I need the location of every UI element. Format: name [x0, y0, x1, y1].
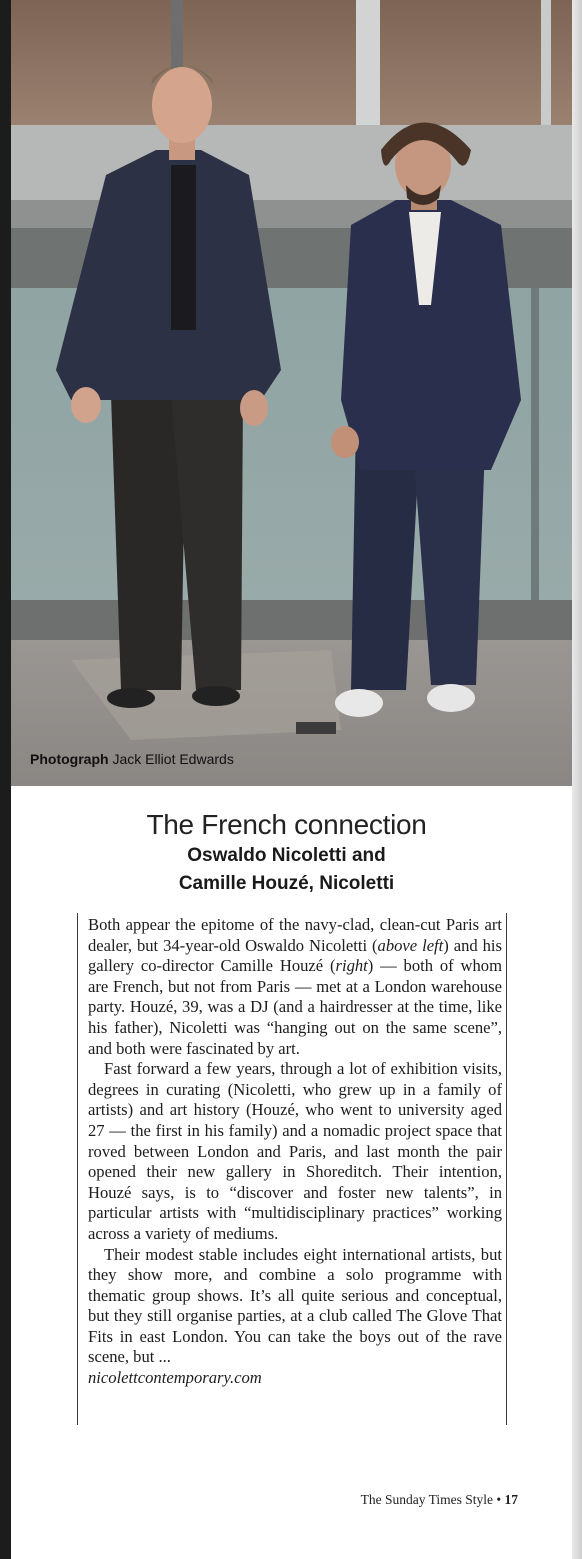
gallery-website-link[interactable]: nicolettcontemporary.com: [88, 1368, 262, 1388]
magazine-page: [11, 0, 572, 1559]
article-text: [88, 913, 506, 1389]
paragraph-2: Fast forward a few years, through a lot of exhibition visits, degrees in curating (Nicoletti, who grew up in a family of artists) and art history (Houzé, who went to university aged 27 — the first in his family) and a nomadic project space that roved between London and Paris, and last month the pair opened their new gallery in Shoreditch. Their intention, Houzé says, is to “discover and foster new talents”, in particular artists with “multidisciplinary practices” working across a variety of mediums.: [88, 1059, 502, 1243]
article-subtitle-line2: Camille Houzé, Nicoletti: [178, 873, 395, 894]
article-title: The French connection: [146, 809, 427, 840]
paragraph-1-above: above left: [377, 935, 444, 955]
paragraph-1-part-a: Both appear the epitome of the navy-clad, clean-cut Paris art dealer, but 34-year-old Oswaldo Nicoletti (: [88, 915, 502, 955]
article-headline: [11, 808, 562, 898]
paragraph-3: Their modest stable includes eight international artists, but they show more, and combine a solo programme with thematic group shows. It’s all quite serious and conceptual, but they still organise parties, at a club called The Glove That Fits in east London. You can take the boys out of the rave scene, but ...: [88, 1244, 502, 1367]
paragraph-1-part-b: ) and his gallery co-director Camille Houzé (: [88, 935, 502, 976]
article-body: [77, 913, 507, 1425]
page-footer: [361, 1492, 518, 1508]
article-photo: [11, 0, 572, 786]
paragraph-1-part-c: ) — both of whom are French, but not from Paris — met at a London warehouse party. Houzé, 39, was a DJ (and a hairdresser at the time, like his father), Nicoletti was “hanging out on the same scene”, and both were fascinated by art.: [88, 956, 502, 1058]
paragraph-1-right: right: [335, 956, 368, 976]
article-subtitle-line1: Oswaldo Nicoletti and: [187, 845, 386, 866]
paragraph-1: [88, 915, 502, 1059]
publication-name: The Sunday Times Style: [360, 1492, 494, 1507]
page-edge: [572, 0, 582, 1559]
page-number: 17: [504, 1492, 518, 1507]
footer-separator: •: [496, 1492, 502, 1507]
photo-illustration: [11, 0, 572, 786]
photo-credit: [30, 751, 234, 767]
photo-credit-label: Photograph: [30, 751, 109, 767]
photo-credit-name: Jack Elliot Edwards: [112, 751, 234, 767]
